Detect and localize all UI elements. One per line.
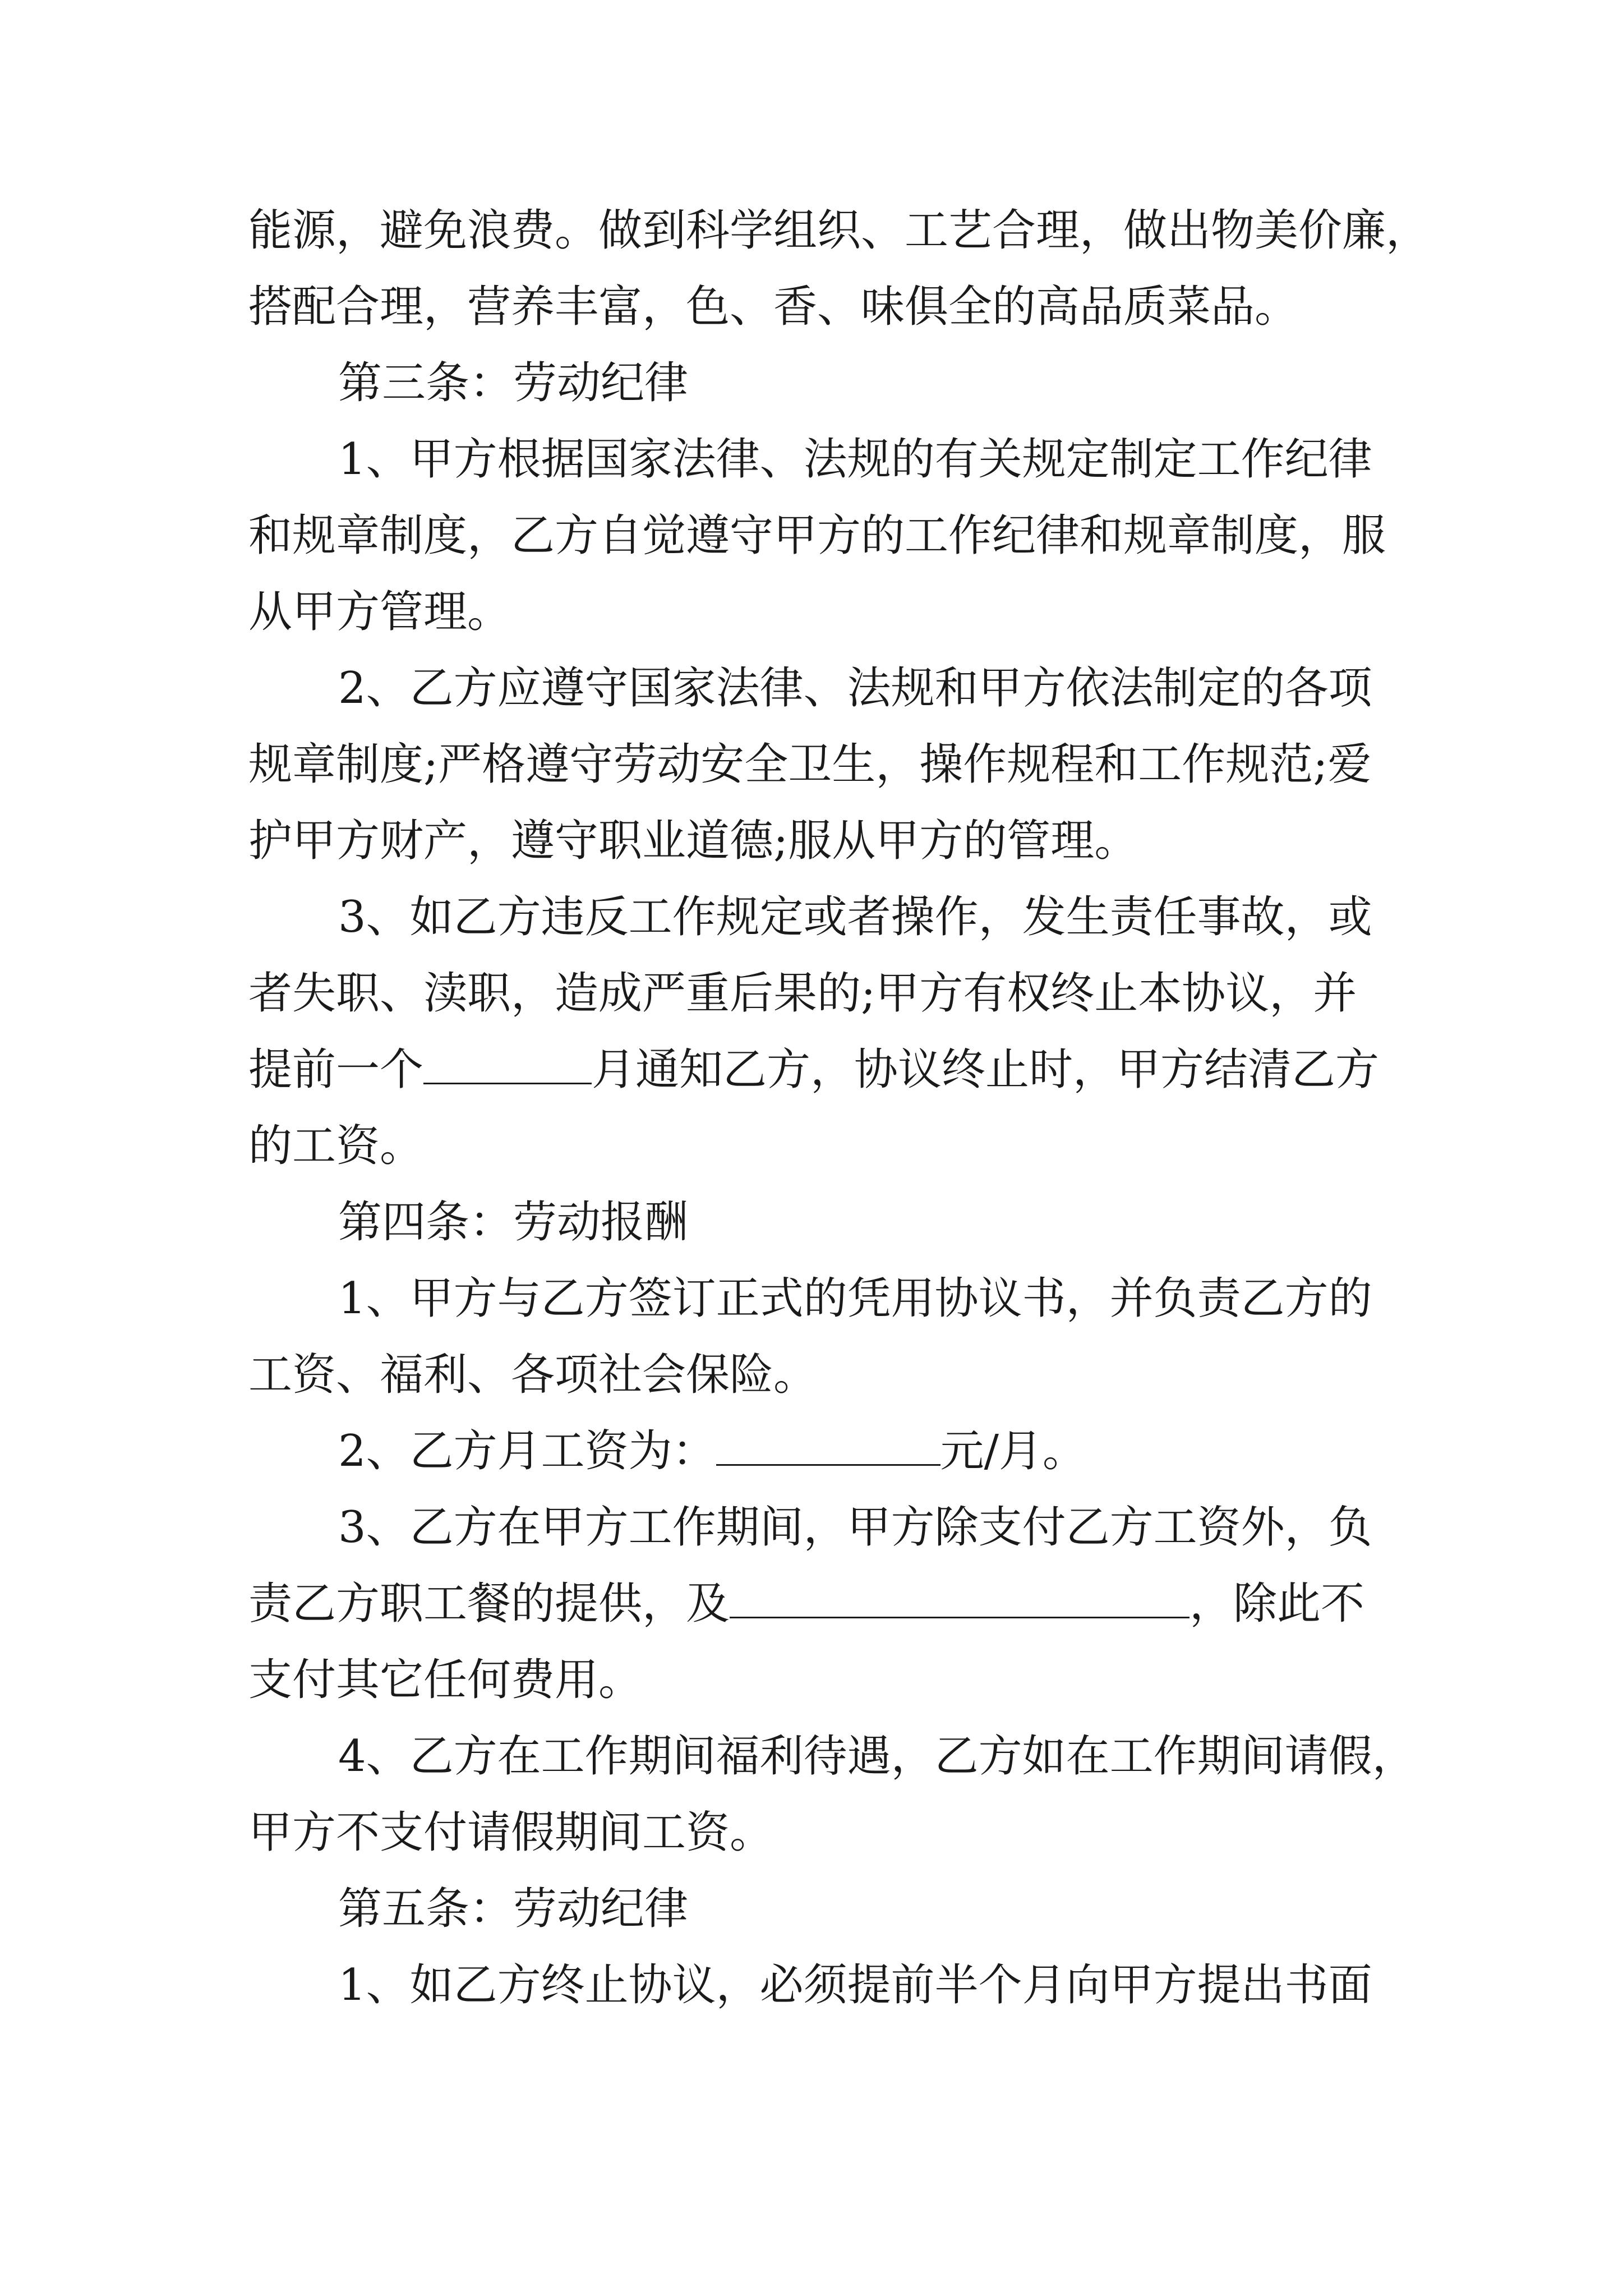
paragraph-line: 4、乙方在工作期间福利待遇，乙方如在工作期间请假， (338, 1731, 1416, 1782)
article-heading: 第三条：劳动纪律 (338, 358, 689, 408)
paragraph-line: 1、甲方与乙方签订正式的凭用协议书，并负责乙方的 (338, 1273, 1372, 1324)
line-text-after: ，除此不 (1189, 1579, 1365, 1629)
paragraph-line: 1、如乙方终止协议，必须提前半个月向甲方提出书面 (338, 1960, 1372, 2010)
fill-in-blank[interactable] (716, 1430, 940, 1466)
line-text-after: 元/月。 (940, 1426, 1086, 1476)
article-heading: 第五条：劳动纪律 (338, 1884, 689, 1934)
fill-in-blank[interactable] (730, 1583, 1189, 1618)
paragraph-line: 3、如乙方违反工作规定或者操作，发生责任事故，或 (338, 892, 1372, 942)
paragraph-line: 规章制度;严格遵守劳动安全卫生，操作规程和工作规范;爱 (248, 739, 1372, 790)
fill-in-blank[interactable] (423, 1049, 592, 1084)
paragraph-line: 护甲方财产，遵守职业道德;服从甲方的管理。 (248, 816, 1138, 866)
paragraph-line: 3、乙方在甲方工作期间，甲方除支付乙方工资外，负 (338, 1502, 1372, 1553)
paragraph-line-with-blank (338, 1426, 1086, 1476)
paragraph-line: 搭配合理，营养丰富，色、香、味俱全的高品质菜品。 (248, 282, 1299, 332)
paragraph-line-with-blank (248, 1579, 1365, 1629)
paragraph-line: 甲方不支付请假期间工资。 (248, 1807, 774, 1858)
line-text-before: 提前一个 (248, 1045, 424, 1095)
paragraph-line: 能源，避免浪费。做到科学组织、工艺合理，做出物美价廉， (248, 205, 1430, 256)
paragraph-line: 2、乙方应遵守国家法律、法规和甲方依法制定的各项 (338, 663, 1372, 714)
line-text-before: 2、乙方月工资为： (338, 1426, 716, 1476)
paragraph-line: 从甲方管理。 (248, 587, 511, 637)
paragraph-line: 者失职、渎职，造成严重后果的;甲方有权终止本协议，并 (248, 968, 1357, 1019)
paragraph-line: 支付其它任何费用。 (248, 1655, 643, 1705)
paragraph-line: 工资、福利、各项社会保险。 (248, 1350, 818, 1400)
paragraph-line: 的工资。 (248, 1121, 424, 1171)
paragraph-line: 1、甲方根据国家法律、法规的有关规定制定工作纪律 (338, 434, 1372, 485)
line-text-after: 月通知乙方，协议终止时，甲方结清乙方 (592, 1045, 1380, 1095)
paragraph-line-with-blank (248, 1045, 1380, 1095)
line-text-before: 责乙方职工餐的提供，及 (248, 1579, 730, 1629)
article-heading: 第四条：劳动报酬 (338, 1197, 689, 1248)
paragraph-line: 和规章制度，乙方自觉遵守甲方的工作纪律和规章制度，服 (248, 510, 1386, 561)
